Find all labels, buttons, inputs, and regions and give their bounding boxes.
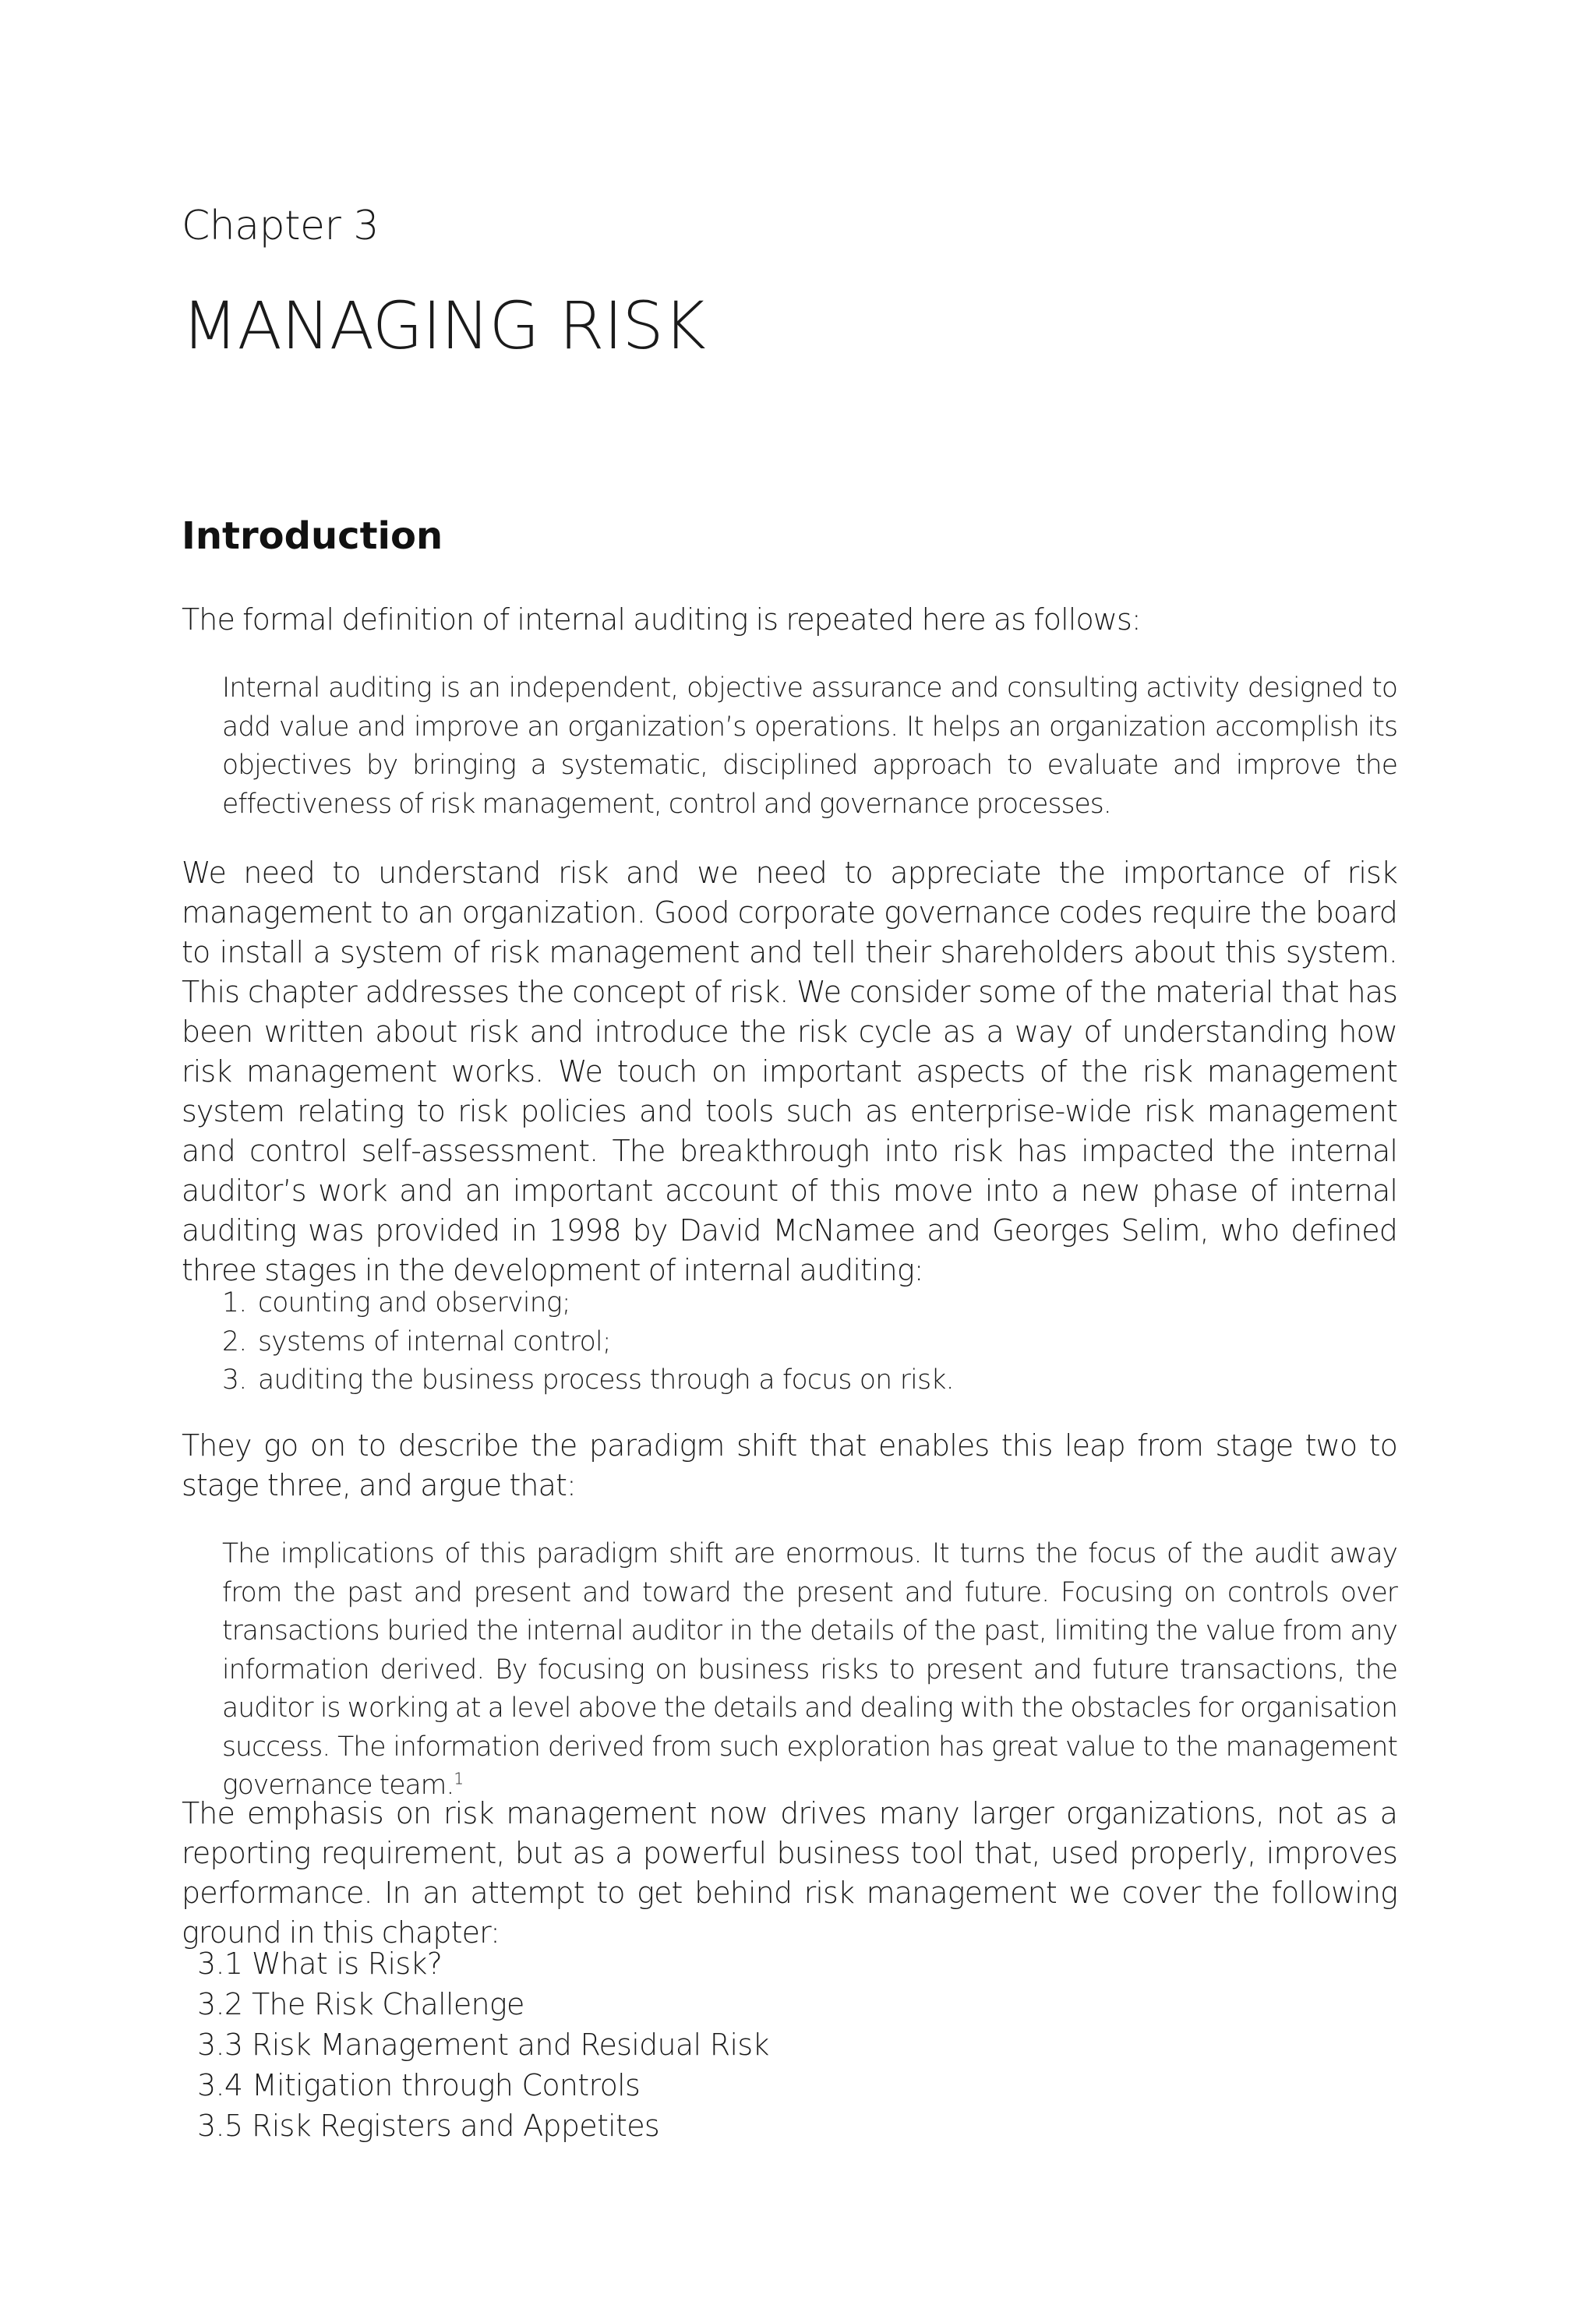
- risk-overview-paragraph: We need to understand risk and we need to appreciate the importance of risk management to an organization. Good corporate governance codes require the board to install a system of risk management and tell their shareholders about this system. This chapter addresses the concept of risk. We consider some of the material that has been written about risk and introduce the risk cycle as a way of understanding how risk management works. We touch on important aspects of the risk management system relating to risk policies and tools such as enterprise-wide risk management and control self-assessment. The breakthrough into risk has impacted the internal auditor’s work and an important account of this move into a new phase of internal auditing was provided in 1998 by David McNamee and Georges Selim, who defined three stages in the development of internal auditing:: [182, 856, 1397, 1287]
- definition-quote: Internal auditing is an independent, objective assurance and consulting activity designed to add value and improve an organization’s operations. It helps an organization accomplish its objectives by bringing a systematic, disciplined approach to evaluate and improve the effectiveness of risk management, control and governance processes.: [222, 672, 1397, 820]
- list-item-text: counting and observing;: [258, 1287, 570, 1318]
- section-title: Risk Management and Residual Risk: [252, 2028, 769, 2062]
- chapter-label: Chapter 3: [182, 203, 380, 249]
- section-number: 3.2: [197, 1987, 243, 2021]
- section-number: 3.3: [197, 2028, 243, 2062]
- list-item: [197, 1984, 769, 2024]
- list-item: [197, 2024, 769, 2065]
- paradigm-quote: [222, 1535, 1397, 1805]
- chapter-sections-list: [197, 1943, 769, 2146]
- list-item: [222, 1323, 954, 1362]
- page: [182, 0, 1397, 2319]
- chapter-title: MANAGING RISK: [182, 288, 705, 364]
- list-item-number: 3.: [222, 1364, 247, 1396]
- list-item-number: 2.: [222, 1325, 247, 1357]
- stages-list: [222, 1284, 954, 1400]
- list-item-text: systems of internal control;: [258, 1325, 611, 1357]
- paradigm-quote-text: The implications of this paradigm shift are enormous. It turns the focus of the audit away from the past and present and toward the present and future. Focusing on controls over transactions buried the internal auditor in the details of the past, limiting the value from any information derived. By focusing on business risks to present and future transactions, the auditor is working at a level above the details and dealing with the obstacles for organisation success. The information derived from such exploration has great value to the management governance team.: [222, 1538, 1397, 1801]
- list-item-text: auditing the business process through a focus on risk.: [258, 1364, 954, 1396]
- list-item: [222, 1284, 954, 1323]
- section-heading: Introduction: [182, 514, 443, 558]
- section-title: The Risk Challenge: [252, 1987, 524, 2021]
- section-number: 3.1: [197, 1947, 243, 1981]
- footnote-marker: 1: [454, 1769, 464, 1788]
- intro-lead-paragraph: The formal definition of internal auditing is repeated here as follows:: [182, 602, 1141, 637]
- list-item: [197, 2105, 769, 2146]
- list-item: [197, 1943, 769, 1984]
- list-item: [222, 1361, 954, 1400]
- section-number: 3.4: [197, 2068, 243, 2102]
- list-item: [197, 2065, 769, 2105]
- list-item-number: 1.: [222, 1287, 247, 1318]
- section-number: 3.5: [197, 2109, 243, 2143]
- section-title: Mitigation through Controls: [252, 2068, 641, 2102]
- section-title: Risk Registers and Appetites: [252, 2109, 659, 2143]
- emphasis-paragraph: The emphasis on risk management now drives many larger organizations, not as a reporting requirement, but as a powerful business tool that, used properly, improves performance. In an attempt to get behind risk management we cover the following ground in this chapter:: [182, 1796, 1397, 1950]
- paradigm-shift-paragraph: They go on to describe the paradigm shift that enables this leap from stage two to stage three, and argue that:: [182, 1428, 1397, 1502]
- section-title: What is Risk?: [252, 1947, 443, 1981]
